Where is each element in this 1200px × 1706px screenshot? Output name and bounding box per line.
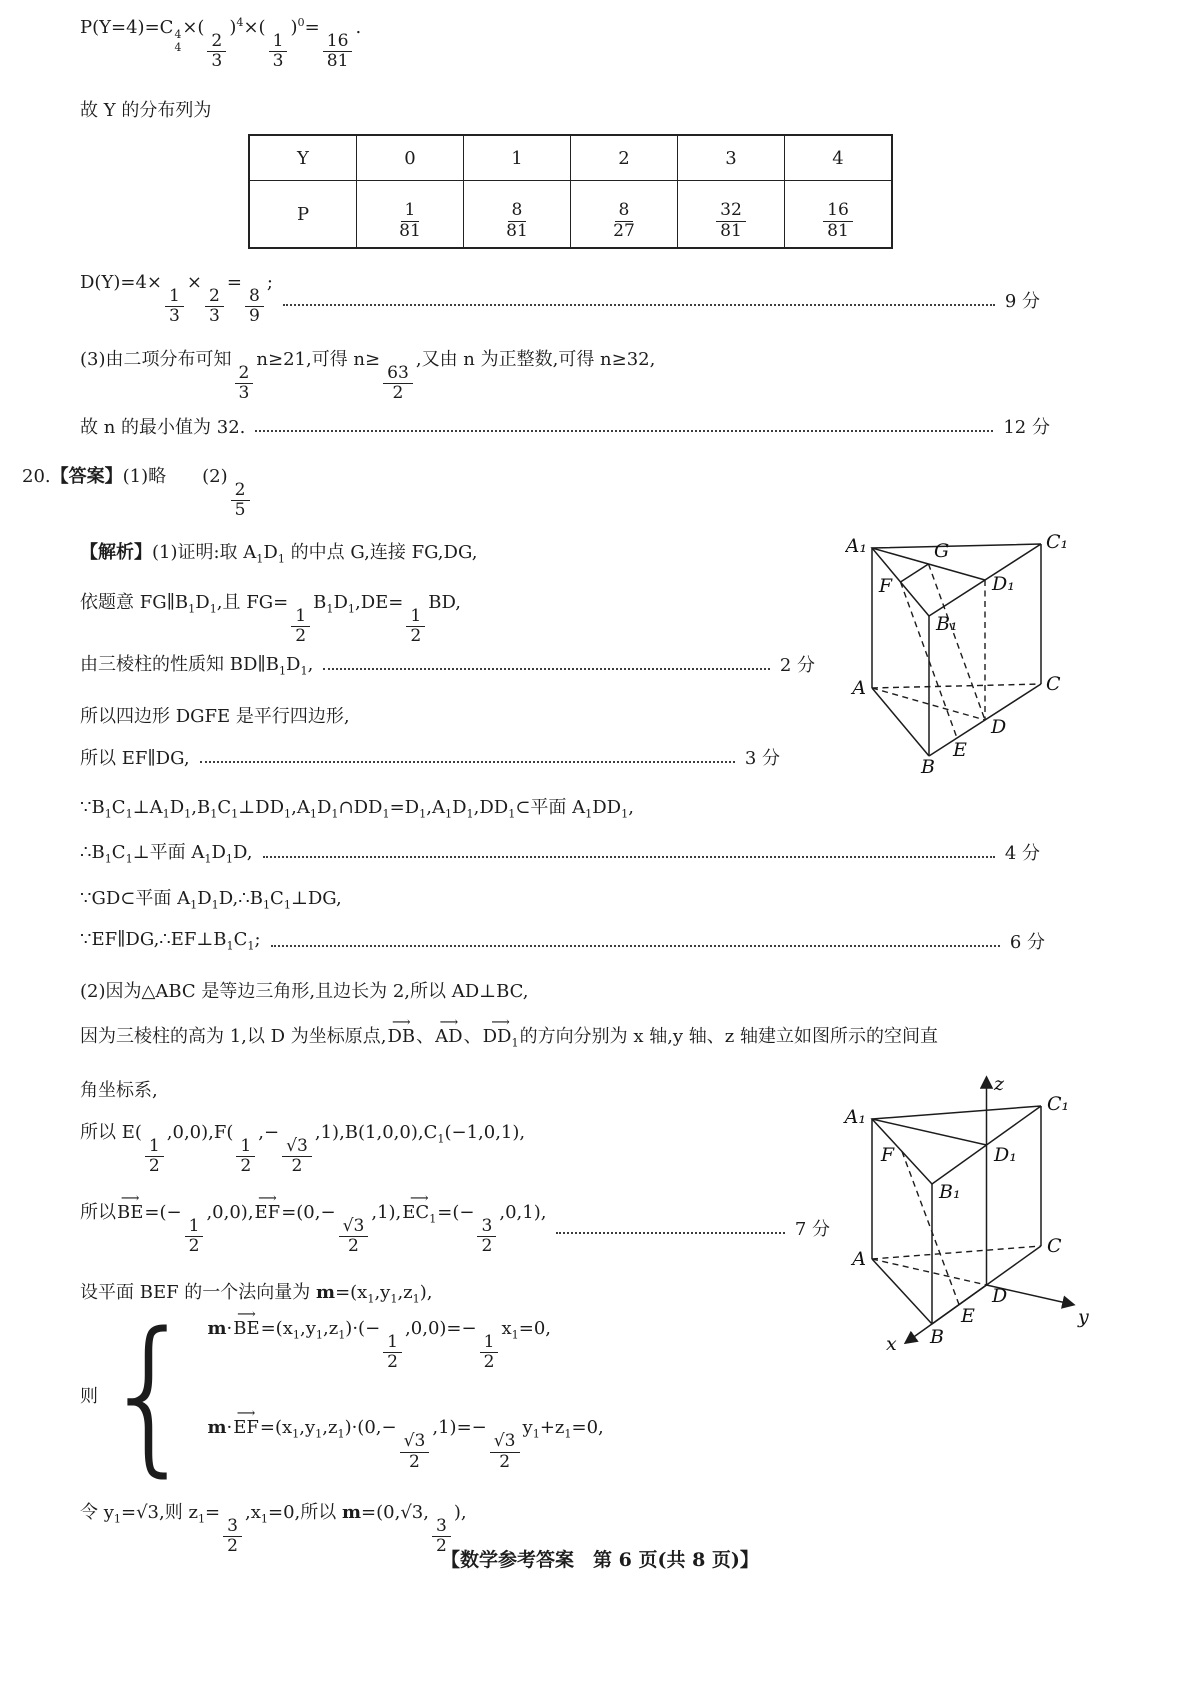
fraction: $\frac{8}{9}$ (245, 287, 264, 327)
fraction: $\frac{32}{81}$ (716, 201, 746, 241)
label-B1: B₁ (939, 1181, 961, 1203)
table-cell: 3 (678, 135, 785, 181)
table-cell: 1 (464, 135, 571, 181)
fraction: $\frac{3}{2}$ (477, 1217, 496, 1257)
label-E: E (961, 1305, 975, 1327)
math-token: 1 (277, 552, 285, 566)
fraction: $\frac{2}{5}$ (231, 481, 250, 521)
fraction: $\frac{1}{2}$ (480, 1333, 499, 1373)
line-text: (3)由二项分布可知 $\frac{2}{3}$ n≥21,可得 n≥ $\frac{63}{2}$ ,又由 n 为正整数,可得 n≥32, (80, 349, 656, 404)
fraction: $\frac{3}{2}$ (223, 1517, 242, 1557)
part2-vectors (80, 1198, 830, 1257)
fraction: $\frac{1}{2}$ (236, 1137, 255, 1177)
analysis-proof-6 (80, 793, 634, 821)
math-token: 1 (104, 807, 112, 821)
line-text: 令 $y_1=√3$,则 $z_1=$ $\frac{3}{2}$ $,x_1=0$,所以 m=(0,√3, $\frac{3}{2}$ ), (80, 1502, 467, 1557)
line-text: 所以 E( $\frac{1}{2}$ ,0,0),F( $\frac{1}{2}$ ,− $\frac{√3}{2}$ $,1),B(1,0,0),C_1(-1,0,1)$, (80, 1122, 526, 1177)
line-text: 依题意 $FG\parallel B_1D_1$,且 FG= $\frac{1}{2}$ $B_1D_1,DE=$ $\frac{1}{2}$ BD, (80, 592, 461, 647)
math-token: 1 (283, 898, 291, 912)
label-D: D (992, 1285, 1008, 1307)
prism1-solid-edges (872, 544, 1041, 756)
table-cell: 0 (357, 135, 464, 181)
table-row (249, 181, 892, 249)
dotted-leader (283, 294, 995, 306)
math-token: m (207, 1417, 227, 1439)
math-token: 1 (125, 852, 133, 866)
prism1-dashed-edges (872, 564, 1041, 738)
score-badge: 2 分 (779, 654, 815, 676)
analysis-proof-9 (80, 928, 1045, 954)
label-B1: B₁ (936, 613, 958, 635)
math-token: 1 (225, 852, 233, 866)
fraction: $\frac{1}{81}$ (399, 200, 421, 241)
fraction: $\frac{√3}{2}$ (490, 1432, 520, 1472)
score-badge: 7 分 (794, 1218, 830, 1240)
system-prefix: 则 (80, 1386, 98, 1408)
analysis-proof-4 (80, 702, 350, 728)
analysis-proof-3 (80, 650, 815, 678)
line-text: 故 Y 的分布列为 (80, 100, 212, 121)
math-token: 1 (390, 1292, 398, 1306)
math-token: 1 (188, 602, 196, 616)
line-text: 故 n 的最小值为 32. (80, 417, 246, 438)
fraction: $\frac{1}{2}$ (145, 1137, 164, 1177)
math-token: 1 (367, 1292, 375, 1306)
system-equation-1: m·⟶ $BE=(x_1,y_1,z_1)\cdot(-$ $\frac{1}{2}$ ,0,0)=− $\frac{1}{2}$ $x_1=0$, (207, 1318, 603, 1373)
table-cell (357, 181, 464, 249)
math-token: 1 (337, 1427, 345, 1441)
part2-line-2 (80, 1022, 938, 1050)
fraction: $\frac{63}{2}$ (383, 364, 413, 404)
part2-coords (80, 1118, 525, 1177)
system-equations (207, 1318, 603, 1472)
fraction: $\frac{2}{3}$ (235, 364, 254, 404)
answer-q20 (22, 462, 253, 521)
line-text: 【解析】(1)证明:取 $A_1D_1$ 的中点 G,连接 FG,DG, (80, 542, 478, 566)
text-n-min (80, 413, 1050, 439)
formula-d-y (80, 272, 1040, 327)
prism2-dashed-edges (872, 1152, 1041, 1305)
math-token: 1 (231, 807, 239, 821)
fraction: $\frac{2}{3}$ (205, 287, 224, 327)
text-part3 (80, 345, 655, 404)
prism-figure-2 (842, 1062, 1097, 1354)
math-token: ⟶ $EC_1$ (402, 1202, 436, 1226)
label-A: A (852, 1248, 866, 1270)
line-text: $\therefore B_1C_1\perp$平面 $A_1D_1D$, (80, 842, 253, 866)
math-token: 【答案】 (50, 466, 123, 487)
math-token: 1 (532, 1427, 540, 1441)
math-token: 1 (104, 852, 112, 866)
label-C: C (1046, 673, 1061, 695)
label-A1: A₁ (844, 1106, 866, 1128)
label-z-axis: z (994, 1073, 1005, 1095)
dotted-leader (556, 1222, 784, 1234)
prism1-labels (845, 531, 1068, 776)
table-cell (785, 181, 893, 249)
label-C: C (1047, 1235, 1062, 1257)
math-token: m (342, 1502, 362, 1523)
math-token: 1 (210, 807, 218, 821)
system-equation-2: m·⟶ $EF=(x_1,y_1,z_1)\cdot(0,-$ $\frac{√3}{2}$ ,1)=− $\frac{√3}{2}$ $y_1+z_1=0$, (207, 1417, 603, 1472)
dotted-leader (200, 751, 735, 763)
table-cell (678, 181, 785, 249)
math-token: 1 (256, 552, 264, 566)
math-token: 1 (292, 1328, 300, 1342)
math-token: 1 (437, 1132, 445, 1146)
fraction: $\frac{2}{3}$ (207, 32, 226, 72)
label-B: B (921, 756, 935, 776)
math-token: 1 (260, 1512, 269, 1526)
score-badge: 6 分 (1009, 932, 1045, 953)
score-badge: 4 分 (1004, 842, 1040, 864)
dotted-leader (255, 420, 993, 432)
math-token: 【解析】 (80, 542, 152, 563)
label-D1: D₁ (994, 1144, 1017, 1166)
math-token: 1 (315, 1427, 323, 1441)
math-token: 1 (292, 1427, 300, 1441)
line-text: 因为三棱柱的高为 1,以 D 为坐标原点,⟶ DB、⟶ AD、⟶ $DD_1$的方向分别为 x 轴,y 轴、z 轴建立如图所示的空间直 (80, 1022, 938, 1050)
table-cell: 2 (571, 135, 678, 181)
math-token: ⟶ BE (233, 1318, 259, 1339)
part2-line-1 (80, 977, 529, 1003)
label-F: F (880, 1144, 894, 1166)
math-token: 1 (184, 807, 192, 821)
math-token: 1 (309, 807, 317, 821)
math-token: m (316, 1282, 336, 1303)
page-footer: 【数学参考答案 第 6 页(共 8 页)】 (441, 1549, 759, 1571)
label-A: A (852, 677, 866, 699)
score-badge: 9 分 (1004, 290, 1040, 312)
math-token: ⟶ $DD_1$ (483, 1026, 519, 1050)
line-text: 所以 EF∥DG, (80, 748, 190, 769)
math-token: 1 (190, 898, 198, 912)
math-token: 1 (315, 1328, 323, 1342)
line-text: $\because B_1C_1\perp A_1D_1,B_1C_1\perp DD_1,A_1D_1\cap DD_1=D_1,A_1D_1,DD_1\subset$平面 $A_1DD_1$, (80, 797, 634, 821)
score-badge: 12 分 (1003, 417, 1050, 438)
distribution-table (248, 134, 893, 249)
math-token: 1 (347, 602, 355, 616)
table-cell (464, 181, 571, 249)
math-token: 1 (226, 939, 234, 953)
math-token: 1 (209, 602, 217, 616)
math-token: 1 (466, 807, 474, 821)
dotted-leader (323, 658, 769, 670)
label-B: B (930, 1326, 944, 1348)
math-token: 1 (300, 664, 308, 678)
table-row-header: P (249, 181, 357, 249)
dotted-leader (263, 846, 995, 858)
math-token: 1 (338, 1328, 346, 1342)
fraction: $\frac{√3}{2}$ (400, 1432, 430, 1472)
prism2-labels (843, 1073, 1089, 1354)
math-token: m (207, 1318, 227, 1339)
label-F: F (878, 575, 892, 597)
math-token: ⟶ EF (233, 1417, 259, 1438)
math-token: 1 (113, 1512, 121, 1526)
fraction: $\frac{16}{81}$ (823, 201, 853, 241)
fraction: $\frac{3}{2}$ (432, 1517, 451, 1557)
math-token: 1 (197, 1512, 206, 1526)
prism2-axes (906, 1078, 1073, 1343)
text-distribution-intro (80, 96, 211, 122)
line-text: P(Y=4)=C 4 4 ×( $\frac{2}{3}$ )$^4$×( $\frac{1}{3}$ )$^0$= $\frac{16}{81}$ . (80, 16, 362, 72)
label-C1: C₁ (1047, 1093, 1070, 1115)
analysis-proof-8 (80, 884, 342, 912)
label-C1: C₁ (1046, 531, 1069, 553)
table-row (249, 135, 892, 181)
math-token: 1 (382, 807, 390, 821)
prism-figure-1 (845, 526, 1090, 776)
system-brace: { (102, 1297, 198, 1493)
formula-p-y4 (80, 16, 361, 72)
math-token: ⟶ DB (388, 1026, 416, 1047)
part2-line-3 (80, 1076, 158, 1102)
fraction: $\frac{8}{27}$ (613, 200, 635, 241)
line-text: 所以四边形 DGFE 是平行四边形, (80, 706, 350, 727)
table-row-header: Y (249, 135, 357, 181)
math-token: 1 (278, 664, 287, 678)
math-token: 1 (284, 807, 292, 821)
fraction: $\frac{1}{3}$ (269, 32, 288, 72)
math-token: 1 (621, 807, 629, 821)
analysis-proof-7 (80, 838, 1040, 866)
line-text: $\because EF\parallel DG,\therefore EF\perp B_1C_1$; (80, 929, 261, 953)
math-token: ⟶ EF (255, 1202, 281, 1223)
fraction: $\frac{16}{81}$ (323, 32, 353, 72)
math-token: 1 (326, 602, 334, 616)
equation-system (80, 1297, 604, 1493)
math-token: ⟶ AD (435, 1026, 462, 1047)
math-token: 1 (419, 807, 427, 821)
line-text: (2)因为△ABC 是等边三角形,且边长为 2,所以 AD⊥BC, (80, 981, 529, 1002)
math-token: 1 (211, 898, 219, 912)
math-token: 0 (297, 16, 305, 29)
math-token: 1 (412, 1292, 420, 1306)
distribution-table-body (249, 135, 892, 248)
math-token: 1 (125, 807, 133, 821)
fraction: $\frac{√3}{2}$ (282, 1137, 312, 1177)
math-token: 1 (204, 852, 212, 866)
label-D: D (991, 716, 1007, 738)
math-token: 1 (564, 1427, 572, 1441)
math-token: 1 (511, 1328, 519, 1342)
score-badge: 3 分 (744, 748, 780, 769)
math-token: 4 (236, 16, 244, 29)
fraction: $\frac{1}{2}$ (291, 607, 310, 647)
math-token: 1 (247, 939, 255, 953)
analysis-proof-2 (80, 588, 461, 647)
line-text: D(Y)=4× $\frac{1}{3}$ × $\frac{2}{3}$ = $\frac{8}{9}$ ; (80, 272, 273, 327)
math-token: 1 (331, 807, 339, 821)
math-token: 1 (508, 807, 516, 821)
analysis-proof-1 (80, 538, 477, 566)
dotted-leader (271, 935, 1000, 947)
line-text: 角坐标系, (80, 1080, 158, 1101)
label-G: G (934, 540, 950, 562)
label-D1: D₁ (992, 573, 1015, 595)
analysis-proof-5 (80, 744, 780, 770)
line-text: ∵GD⊂平面 $A_1D_1D,\therefore B_1C_1\perp DG$, (80, 888, 342, 912)
math-token: ⟶ BE (117, 1202, 143, 1223)
table-cell: 4 (785, 135, 893, 181)
label-x-axis: x (886, 1333, 897, 1354)
fraction: $\frac{1}{2}$ (383, 1333, 402, 1373)
line-text: 设平面 BEF 的一个法向量为 $m=(x_1,y_1,z_1)$, (80, 1282, 433, 1306)
math-token: 1 (585, 807, 593, 821)
line-text: 由三棱柱的性质知 $BD\parallel B_1D_1$, (80, 654, 314, 678)
label-A1: A₁ (845, 535, 867, 557)
math-token: 1 (162, 807, 170, 821)
fraction: $\frac{8}{81}$ (506, 200, 528, 241)
math-token: 1 (444, 807, 453, 821)
fraction: $\frac{1}{2}$ (185, 1217, 204, 1257)
label-y-axis: y (1078, 1306, 1089, 1328)
fraction: $\frac{√3}{2}$ (339, 1217, 369, 1257)
math-token: 4 4 (174, 27, 182, 54)
line-text: 20.【答案】(1)略 (2) $\frac{2}{5}$ (22, 462, 253, 521)
fraction: $\frac{1}{3}$ (165, 287, 184, 327)
math-token: 1 (262, 898, 271, 912)
fraction: $\frac{1}{2}$ (406, 607, 425, 647)
label-E: E (953, 739, 967, 761)
line-text: 所以⟶ BE=(− $\frac{1}{2}$ ,0,0),⟶ EF=(0,− $\frac{√3}{2}$ ,1),⟶ $EC_1=(-$ $\frac{3}{2}$ ,0,1), (80, 1198, 546, 1257)
table-cell (571, 181, 678, 249)
